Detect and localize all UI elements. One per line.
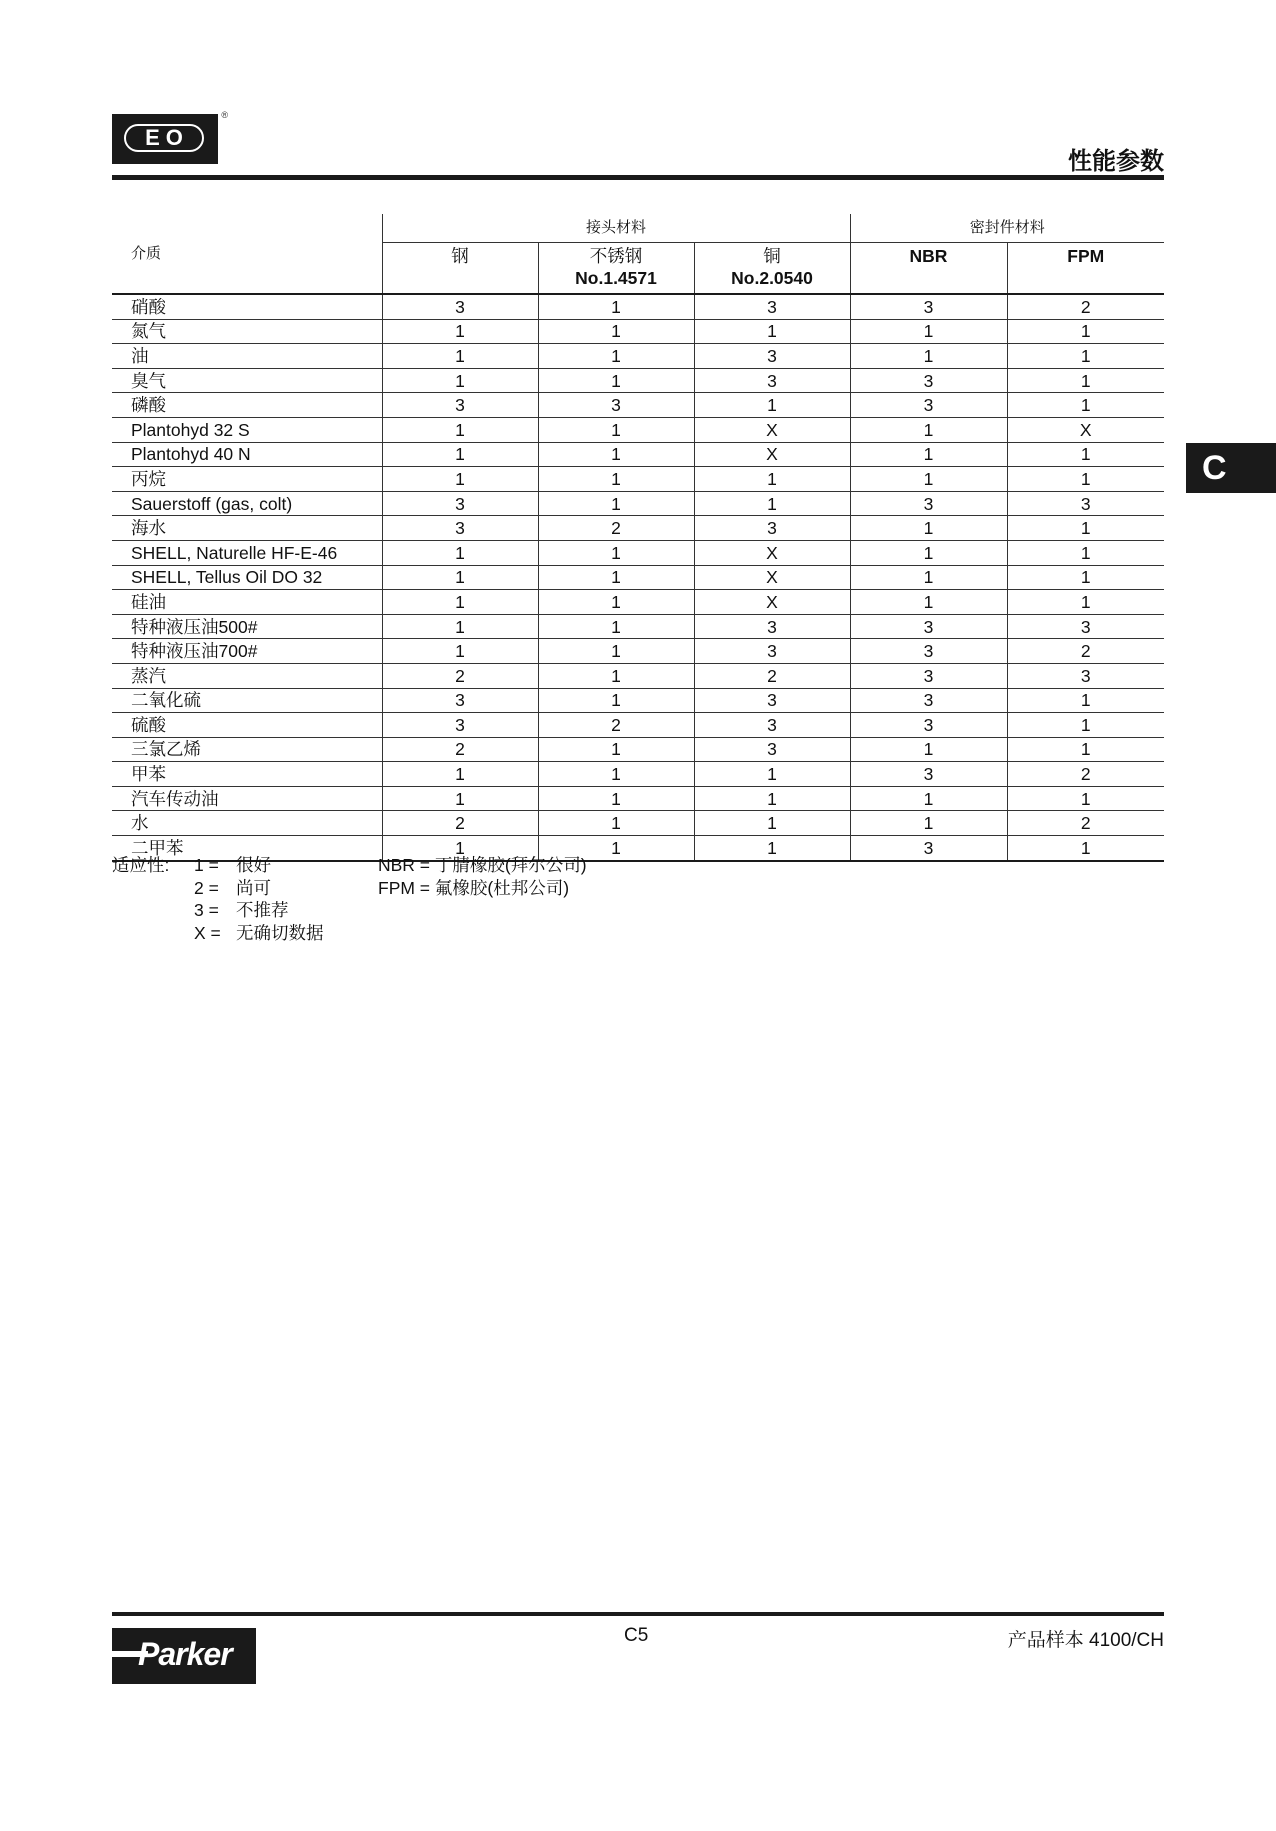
rating-cell: 1 [1007, 565, 1164, 590]
table-row [112, 713, 1164, 738]
table-row [112, 491, 1164, 516]
rating-cell: 1 [850, 811, 1007, 836]
medium-name: 海水 [112, 516, 382, 541]
rating-cell: 1 [382, 836, 538, 861]
eo-logo-text: EO [124, 124, 204, 152]
rating-cell: 1 [1007, 737, 1164, 762]
medium-name: Plantohyd 32 S [112, 417, 382, 442]
rating-cell: 1 [850, 319, 1007, 344]
table-row [112, 663, 1164, 688]
header-medium: 介质 [112, 214, 382, 294]
legend-rating: 2 = 尚可 [194, 877, 271, 898]
rating-cell: 1 [694, 467, 850, 492]
header-stainless-steel: 不锈钢 No.1.4571 [538, 243, 694, 295]
rating-cell: 1 [850, 442, 1007, 467]
header-group-fitting-material: 接头材料 [382, 214, 850, 243]
rating-cell: 3 [382, 516, 538, 541]
section-tab-c: C [1186, 443, 1276, 493]
table-row [112, 565, 1164, 590]
rating-cell: 2 [1007, 811, 1164, 836]
rating-cell: 3 [850, 713, 1007, 738]
medium-name: Plantohyd 40 N [112, 442, 382, 467]
rating-cell: 1 [382, 417, 538, 442]
rating-cell: 3 [1007, 614, 1164, 639]
table-row [112, 688, 1164, 713]
rating-cell: 3 [850, 639, 1007, 664]
table-row [112, 393, 1164, 418]
table-row [112, 442, 1164, 467]
rating-cell: 1 [850, 344, 1007, 369]
rating-cell: 3 [850, 294, 1007, 319]
legend-material-fpm: FPM = 氟橡胶(杜邦公司) [378, 877, 570, 898]
rating-cell: 1 [694, 762, 850, 787]
rating-cell: 1 [538, 491, 694, 516]
rating-cell: 1 [1007, 344, 1164, 369]
rating-cell: X [694, 540, 850, 565]
rating-cell: 1 [850, 417, 1007, 442]
rating-cell: 1 [1007, 319, 1164, 344]
legend-ratings [194, 854, 324, 944]
rating-cell: 3 [850, 836, 1007, 861]
table-row [112, 786, 1164, 811]
rating-cell: 1 [850, 540, 1007, 565]
rating-cell: 1 [538, 565, 694, 590]
parker-logo-text: Parker [138, 1636, 232, 1672]
rating-cell: 3 [850, 688, 1007, 713]
rating-cell: 1 [538, 639, 694, 664]
legend-label: 适应性: [112, 855, 170, 875]
rating-cell: 1 [538, 663, 694, 688]
rating-cell: 1 [694, 393, 850, 418]
rating-cell: 1 [538, 786, 694, 811]
rating-cell: 1 [538, 319, 694, 344]
rating-cell: 3 [694, 737, 850, 762]
table-row [112, 540, 1164, 565]
rating-cell: 2 [1007, 639, 1164, 664]
page-number: C5 [624, 1625, 649, 1646]
medium-name: 特种液压油700# [112, 639, 382, 664]
rating-cell: 1 [538, 417, 694, 442]
rating-cell: X [694, 442, 850, 467]
rating-cell: 1 [1007, 590, 1164, 615]
rating-cell: 3 [850, 393, 1007, 418]
rating-cell: 3 [382, 393, 538, 418]
rating-cell: 1 [382, 319, 538, 344]
rating-cell: 3 [1007, 663, 1164, 688]
rating-cell: 1 [1007, 713, 1164, 738]
header-nbr: NBR [850, 243, 1007, 295]
rating-cell: 3 [850, 491, 1007, 516]
rating-cell: 1 [850, 590, 1007, 615]
rating-cell: 1 [538, 442, 694, 467]
rating-cell: 3 [694, 368, 850, 393]
medium-name: 汽车传动油 [112, 786, 382, 811]
rating-cell: 1 [1007, 442, 1164, 467]
rating-cell: 1 [382, 614, 538, 639]
rating-cell: 1 [1007, 467, 1164, 492]
rating-cell: 3 [694, 294, 850, 319]
rating-cell: 2 [382, 663, 538, 688]
table-row [112, 417, 1164, 442]
rating-cell: 1 [1007, 393, 1164, 418]
medium-name: 油 [112, 344, 382, 369]
legend-material-nbr: NBR = 丁腈橡胶(拜尔公司) [378, 855, 587, 875]
rating-cell: 2 [1007, 762, 1164, 787]
rating-cell: 1 [1007, 836, 1164, 861]
rating-cell: 1 [538, 737, 694, 762]
rating-cell: 3 [694, 344, 850, 369]
rating-cell: 3 [1007, 491, 1164, 516]
rating-cell: 1 [538, 368, 694, 393]
medium-name: 硅油 [112, 590, 382, 615]
rating-cell: 1 [382, 639, 538, 664]
table-body [112, 294, 1164, 861]
medium-name: 特种液压油500# [112, 614, 382, 639]
rating-cell: 1 [538, 811, 694, 836]
medium-name: 磷酸 [112, 393, 382, 418]
table-row [112, 294, 1164, 319]
media-compatibility-table [112, 214, 1164, 862]
rating-cell: X [694, 565, 850, 590]
rating-cell: 1 [382, 565, 538, 590]
rating-cell: 3 [850, 614, 1007, 639]
medium-name: SHELL, Tellus Oil DO 32 [112, 565, 382, 590]
medium-name: 蒸汽 [112, 663, 382, 688]
rating-cell: 1 [850, 516, 1007, 541]
rating-cell: 2 [538, 713, 694, 738]
rating-cell: 1 [382, 762, 538, 787]
legend-rating: 1 = 很好 [194, 855, 271, 875]
medium-name: 二氧化硫 [112, 688, 382, 713]
registered-mark: ® [221, 110, 228, 120]
rating-cell: 1 [382, 442, 538, 467]
rating-cell: 3 [694, 639, 850, 664]
medium-name: Sauerstoff (gas, colt) [112, 491, 382, 516]
medium-name: 硫酸 [112, 713, 382, 738]
rating-cell: 1 [1007, 516, 1164, 541]
medium-name: 二甲苯 [112, 836, 382, 861]
table-row [112, 344, 1164, 369]
rating-cell: 1 [850, 565, 1007, 590]
legend-materials [378, 854, 587, 899]
header-steel: 钢 [382, 243, 538, 295]
rating-cell: 1 [382, 590, 538, 615]
rating-cell: 1 [538, 614, 694, 639]
rating-cell: 1 [1007, 368, 1164, 393]
rating-cell: 1 [694, 786, 850, 811]
rating-cell: 3 [850, 368, 1007, 393]
medium-name: 氮气 [112, 319, 382, 344]
rating-cell: X [694, 590, 850, 615]
medium-name: 硝酸 [112, 294, 382, 319]
medium-name: 三氯乙烯 [112, 737, 382, 762]
rating-cell: X [694, 417, 850, 442]
rating-cell: 1 [850, 467, 1007, 492]
rating-cell: 3 [694, 614, 850, 639]
header-fpm: FPM [1007, 243, 1164, 295]
medium-name: SHELL, Naturelle HF-E-46 [112, 540, 382, 565]
rating-cell: 1 [538, 762, 694, 787]
rating-cell: 1 [1007, 786, 1164, 811]
rating-cell: 3 [538, 393, 694, 418]
legend-rating: X = 无确切数据 [194, 922, 324, 943]
header-rule [112, 175, 1164, 180]
rating-cell: 1 [694, 491, 850, 516]
rating-cell: 3 [694, 688, 850, 713]
section-title: 性能参数 [1068, 147, 1164, 175]
rating-cell: 1 [850, 737, 1007, 762]
eo-logo [112, 110, 228, 164]
header-copper: 铜 No.2.0540 [694, 243, 850, 295]
table-row [112, 811, 1164, 836]
rating-cell: 2 [382, 737, 538, 762]
rating-cell: 1 [694, 319, 850, 344]
rating-cell: 2 [1007, 294, 1164, 319]
table-row [112, 639, 1164, 664]
table-row [112, 614, 1164, 639]
rating-cell: 2 [694, 663, 850, 688]
rating-cell: 1 [538, 467, 694, 492]
rating-cell: 1 [694, 811, 850, 836]
rating-cell: 1 [382, 368, 538, 393]
table-row [112, 368, 1164, 393]
rating-cell: 3 [694, 516, 850, 541]
rating-cell: 1 [382, 540, 538, 565]
table-row [112, 590, 1164, 615]
footer-rule [112, 1612, 1164, 1616]
rating-cell: 3 [382, 688, 538, 713]
rating-cell: 1 [382, 344, 538, 369]
rating-cell: 2 [538, 516, 694, 541]
parker-logo [112, 1628, 256, 1684]
legend-rating: 3 = 不推荐 [194, 900, 289, 920]
rating-cell: 1 [538, 344, 694, 369]
rating-cell: 1 [382, 467, 538, 492]
rating-cell: 1 [538, 688, 694, 713]
table-row [112, 737, 1164, 762]
medium-name: 丙烷 [112, 467, 382, 492]
rating-cell: 3 [850, 762, 1007, 787]
rating-cell: 3 [382, 491, 538, 516]
catalog-reference: 产品样本 4100/CH [1007, 1630, 1164, 1651]
rating-cell: 1 [1007, 540, 1164, 565]
header-group-seal-material: 密封件材料 [850, 214, 1164, 243]
rating-cell: 1 [538, 294, 694, 319]
rating-cell: 1 [694, 836, 850, 861]
table-row [112, 319, 1164, 344]
table-row [112, 467, 1164, 492]
rating-cell: 1 [382, 786, 538, 811]
rating-cell: 1 [538, 590, 694, 615]
rating-cell: 1 [538, 540, 694, 565]
medium-name: 甲苯 [112, 762, 382, 787]
rating-cell: 2 [382, 811, 538, 836]
rating-cell: 1 [1007, 688, 1164, 713]
medium-name: 水 [112, 811, 382, 836]
rating-cell: 3 [694, 713, 850, 738]
medium-name: 臭气 [112, 368, 382, 393]
table-row [112, 516, 1164, 541]
rating-cell: X [1007, 417, 1164, 442]
rating-cell: 3 [382, 713, 538, 738]
rating-cell: 3 [850, 663, 1007, 688]
rating-cell: 1 [538, 836, 694, 861]
rating-cell: 1 [850, 786, 1007, 811]
rating-cell: 3 [382, 294, 538, 319]
table-row [112, 762, 1164, 787]
